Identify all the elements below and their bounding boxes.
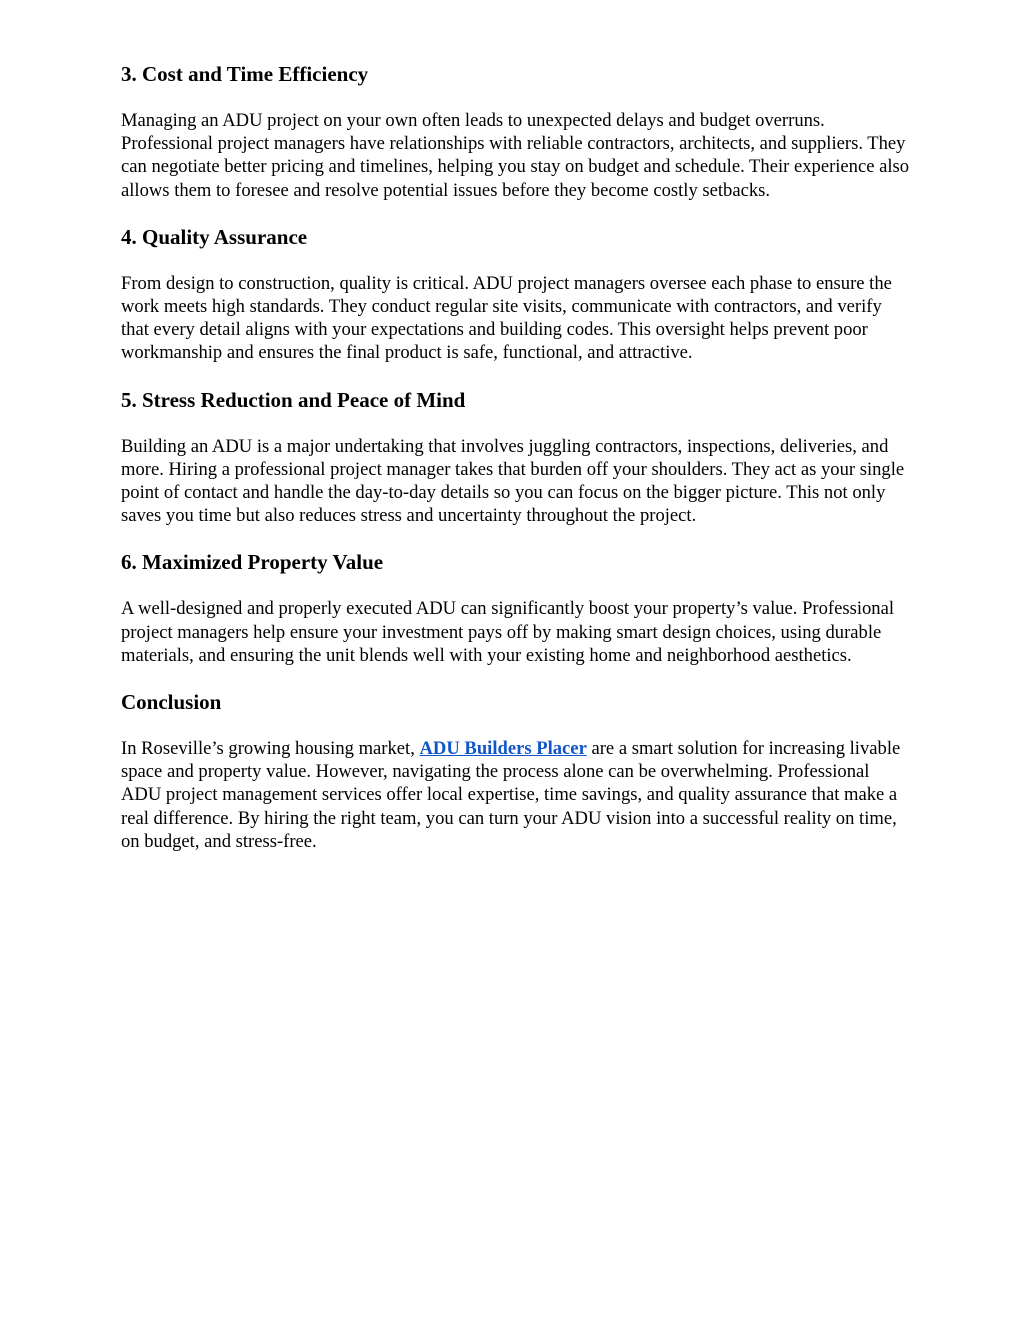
section-conclusion [121,688,911,853]
section-heading: 6. Maximized Property Value [121,550,384,575]
conclusion-text-before-link: In Roseville’s growing housing market, [121,738,420,760]
section-paragraph: Building an ADU is a major undertaking that involves juggling contractors, inspections, deliveries, and more. Hiring a professional project manager takes that burden off your shoulders. They act as your single point of contact and handle the day-to-day details so you can focus on the bigger picture. This not only saves you time but also reduces stress and uncertainty throughout the project. [121,435,905,527]
section-paragraph: A well-designed and properly executed ADU can significantly boost your property’s value. Professional project managers help ensure your investment pays off by making smart design choices, using durable materials, and ensuring the unit blends well with your existing home and neighborhood aesthetics. [121,598,895,666]
section-property-value [121,548,911,667]
adu-builders-placer-link[interactable]: ADU Builders Placer [419,738,587,760]
section-heading: 3. Cost and Time Efficiency [121,62,369,86]
section-stress-reduction [121,386,911,528]
section-paragraph: From design to construction, quality is critical. ADU project managers oversee each phase to ensure the work meets high standards. They conduct regular site visits, communicate with contractors, and verify that every detail aligns with your expectations and building codes. This oversight helps prevent poor workmanship and ensures the final product is safe, functional, and attractive. [121,272,892,364]
conclusion-heading: Conclusion [121,690,222,715]
section-paragraph: Managing an ADU project on your own often leads to unexpected delays and budget overruns. Professional project managers have relationships with reliable contractors, architects, and suppliers. They can negotiate better pricing and timelines, helping you stay on budget and schedule. Their experience also allows them to foresee and resolve potential issues before they become costly setbacks. [121,110,910,201]
section-quality-assurance [121,223,911,365]
conclusion-paragraph [121,737,911,853]
section-heading: 4. Quality Assurance [121,224,308,249]
section-heading: 5. Stress Reduction and Peace of Mind [121,387,466,412]
document-page [121,52,911,874]
conclusion-text-after-link: are a smart solution for increasing livable space and property value. However, navigating the process alone can be overwhelming. Professional ADU project management services offer local expertise, time savings, and quality assurance that make a real difference. By hiring the right team, you can turn your ADU vision into a successful reality on time, on budget, and stress-free. [121,738,901,852]
section-cost-time-efficiency [121,60,911,202]
